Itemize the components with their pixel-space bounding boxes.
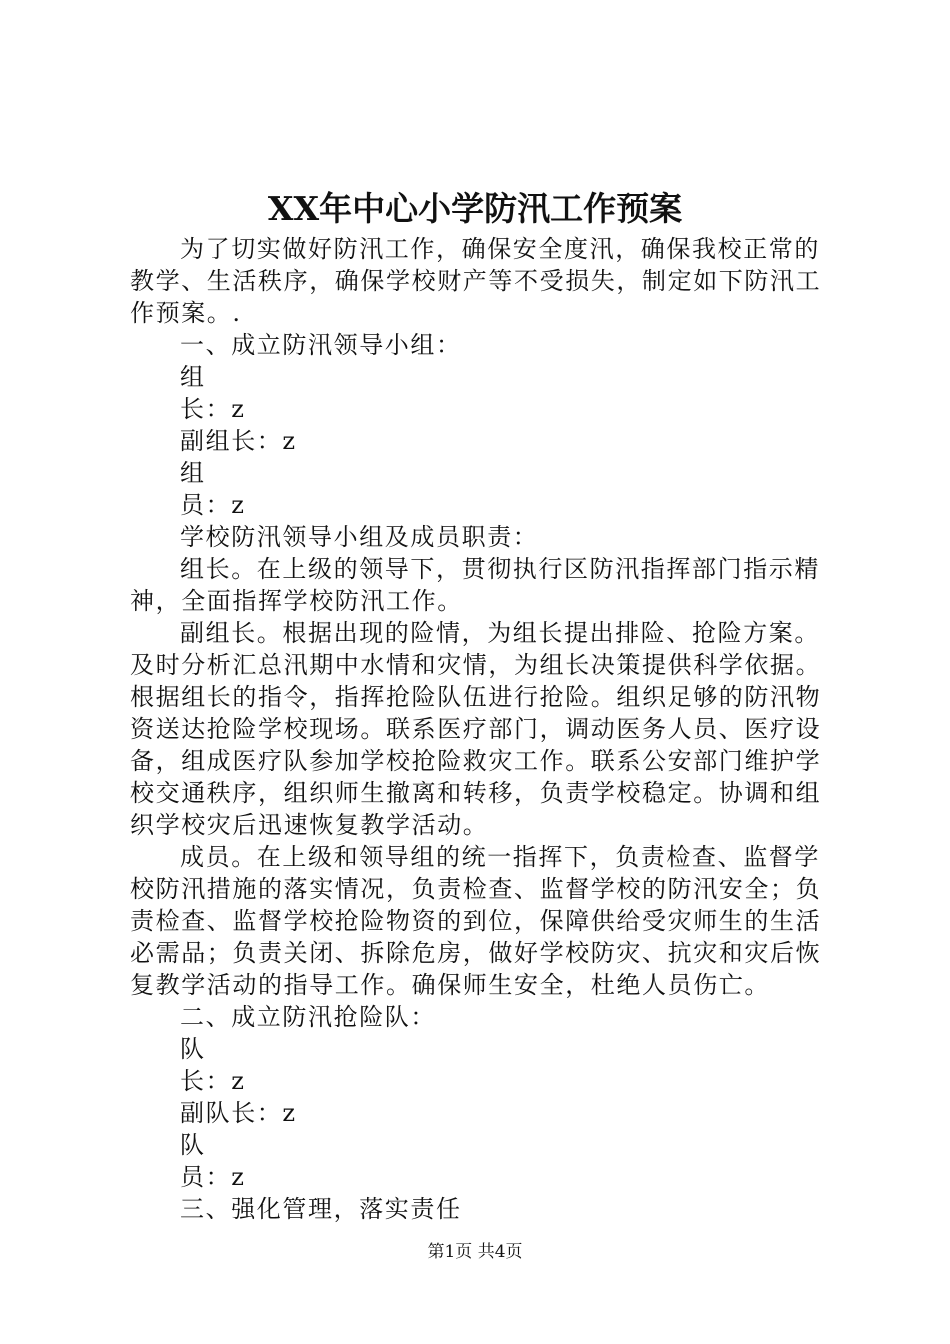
- list-line: 副组长：z: [180, 427, 297, 455]
- document-body: [130, 233, 830, 1225]
- document-title: XX年中心小学防汛工作预案: [267, 189, 683, 228]
- list-line: 长：z: [180, 395, 246, 423]
- page-footer: 第1页 共4页: [427, 1242, 523, 1262]
- duty-paragraph-leader: 组长。在上级的领导下，贯彻执行区防汛指挥部门指示精神，全面指挥学校防汛工作。: [130, 555, 820, 615]
- list-line: 队: [180, 1131, 206, 1159]
- section-heading-2: 二、成立防汛抢险队：: [180, 1003, 436, 1031]
- list-line: 长：z: [180, 1067, 246, 1095]
- list-line: 队: [180, 1035, 206, 1063]
- list-line: 副队长：z: [180, 1099, 297, 1127]
- intro-paragraph: 为了切实做好防汛工作，确保安全度汛，确保我校正常的教学、生活秩序，确保学校财产等不受损失，制定如下防汛工作预案。.: [130, 235, 822, 327]
- list-line: 组: [180, 363, 206, 391]
- duty-paragraph-deputy: 副组长。根据出现的险情，为组长提出排险、抢险方案。及时分析汇总汛期中水情和灾情，为组长决策提供科学依据。根据组长的指令，指挥抢险队伍进行抢险。组织足够的防汛物资送达抢险学校现场。联系医疗部门，调动医务人员、医疗设备，组成医疗队参加学校抢险救灾工作。联系公安部门维护学校交通秩序，组织师生撤离和转移，负责学校稳定。协调和组织学校灾后迅速恢复教学活动。: [130, 619, 822, 839]
- section-heading-3: 三、强化管理，落实责任: [180, 1195, 462, 1223]
- list-line: 组: [180, 459, 206, 487]
- list-line: 员：z: [180, 491, 246, 519]
- duty-paragraph-members: 成员。在上级和领导组的统一指挥下，负责检查、监督学校防汛措施的落实情况，负责检查、监督学校的防汛安全；负责检查、监督学校抢险物资的到位，保障供给受灾师生的生活必需品；负责关闭、拆除危房，做好学校防灾、抗灾和灾后恢复教学活动的指导工作。确保师生安全，杜绝人员伤亡。: [130, 843, 822, 999]
- subsection-heading: 学校防汛领导小组及成员职责：: [180, 523, 539, 551]
- list-line: 员：z: [180, 1163, 246, 1191]
- section-heading-1: 一、成立防汛领导小组：: [180, 331, 462, 359]
